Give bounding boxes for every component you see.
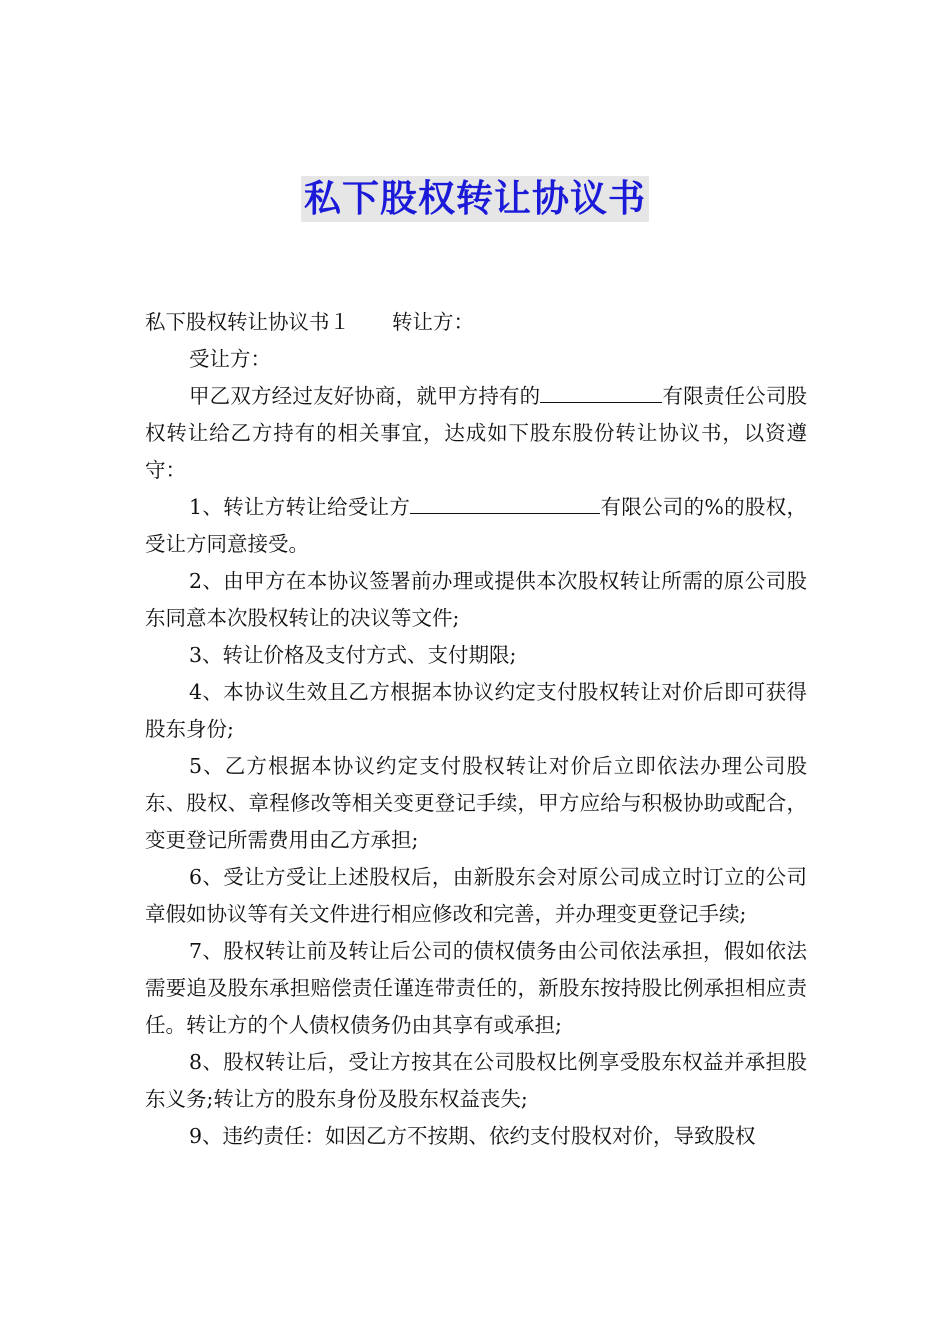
transferor-label: 转让方：	[392, 310, 474, 334]
clause-1	[145, 489, 807, 563]
intro-text-after: 有限责任公司股权转让给乙方持有的相关事宜，达成如下股东股份转让协议书，以资遵守：	[145, 384, 808, 482]
clause-4: 4、本协议生效且乙方根据本协议约定支付股权转让对价后即可获得股东身份;	[145, 680, 807, 741]
company-blank	[410, 491, 600, 514]
company-name-blank	[540, 380, 662, 403]
title-container	[0, 176, 950, 222]
document-title: 私下股权转让协议书	[301, 176, 649, 222]
transferee-label: 受让方：	[189, 347, 271, 371]
header-line	[145, 304, 807, 341]
intro-paragraph	[145, 378, 807, 489]
clause-3: 3、转让价格及支付方式、支付期限;	[189, 643, 517, 667]
transferee-line	[145, 341, 807, 378]
clause-8: 8、股权转让后，受让方按其在公司股权比例享受股东权益并承担股东义务;转让方的股东身份及股东权益丧失;	[145, 1050, 807, 1111]
clause-6: 6、受让方受让上述股权后，由新股东会对原公司成立时订立的公司章假如协议等有关文件进行相应修改和完善，并办理变更登记手续;	[145, 865, 807, 926]
clause-2: 2、由甲方在本协议签署前办理或提供本次股权转让所需的原公司股东同意本次股权转让的决议等文件;	[145, 569, 807, 630]
header-label: 私下股权转让协议书１	[145, 310, 350, 334]
clause-5: 5、乙方根据本协议约定支付股权转让对价后立即依法办理公司股东、股权、章程修改等相关变更登记手续，甲方应给与积极协助或配合，变更登记所需费用由乙方承担;	[145, 754, 807, 852]
intro-text-before: 甲乙双方经过友好协商，就甲方持有的	[189, 384, 541, 408]
document-body	[145, 304, 807, 1155]
clause-7: 7、股权转让前及转让后公司的债权债务由公司依法承担，假如依法需要追及股东承担赔偿责任谨连带责任的，新股东按持股比例承担相应责任。转让方的个人债权债务仍由其享有或承担;	[145, 939, 807, 1037]
clause-9: 9、违约责任：如因乙方不按期、依约支付股权对价，导致股权	[189, 1124, 756, 1148]
clause-1-before: 1、转让方转让给受让方	[189, 495, 411, 519]
clause-1-after: 有限公司的%的股权，受让方同意接受。	[145, 495, 807, 556]
